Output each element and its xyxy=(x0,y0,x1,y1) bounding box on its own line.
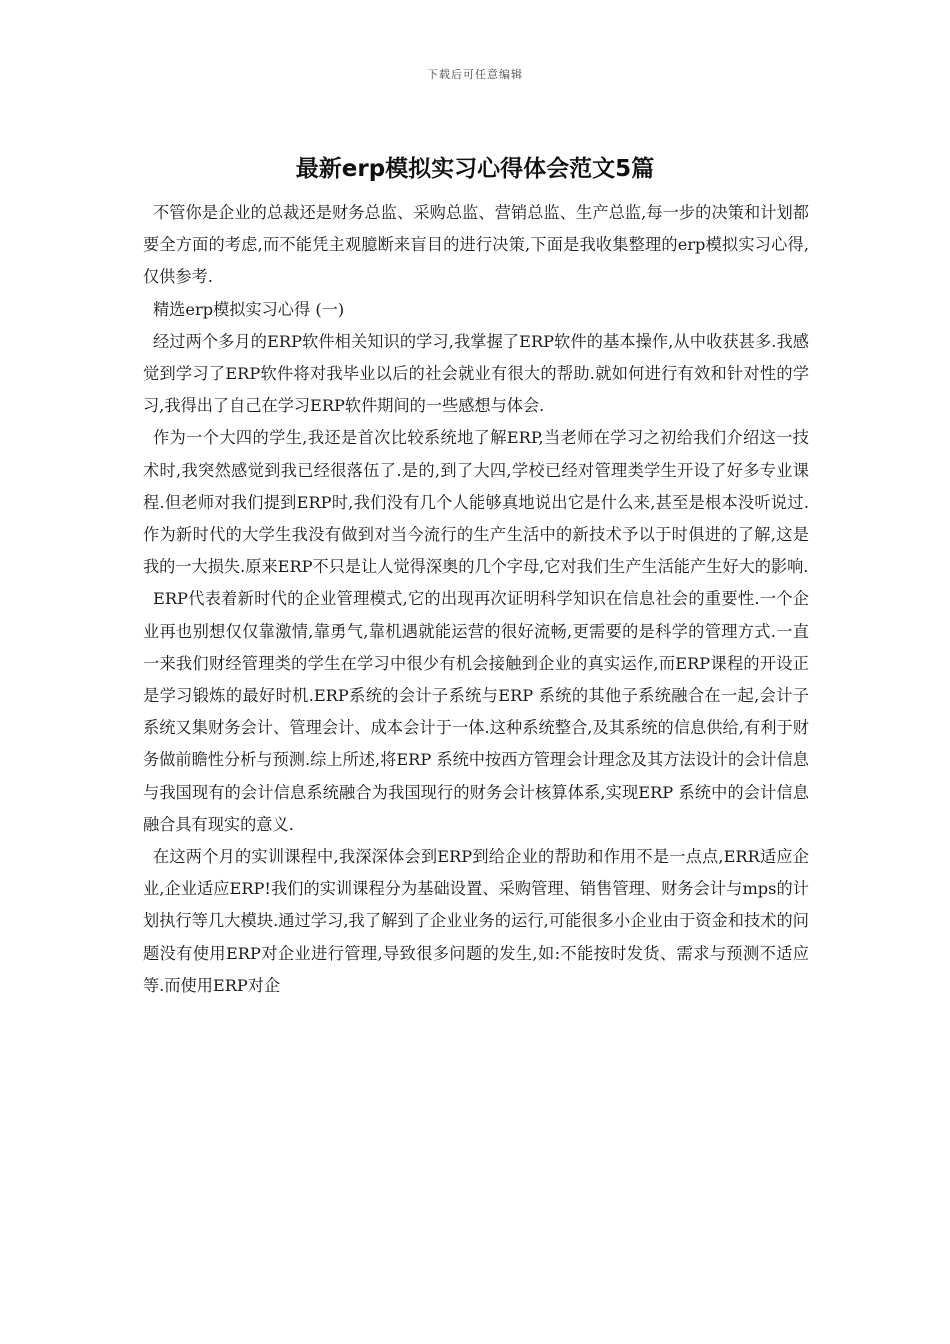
paragraph: 在这两个月的实训课程中,我深深体会到ERP到给企业的帮助和作用不是一点点,ERR适应企业,企业适应ERP!我们的实训课程分为基础设置、采购管理、销售管理、财务会计与mps的计划执行等几大模块.通过学习,我了解到了企业业务的运行,可能很多小企业由于资金和技术的问题没有使用ERP对企业进行管理,导致很多问题的发生,如:不能按时发货、需求与预测不适应等.而使用ERP对企 xyxy=(143,847,809,995)
page-header-note: 下载后可任意编辑 xyxy=(427,68,523,81)
paragraph-intro: 不管你是企业的总裁还是财务总监、采购总监、营销总监、生产总监,每一步的决策和计划都要全方面的考虑,而不能凭主观臆断来盲目的进行决策,下面是我收集整理的erp模拟实习心得,仅供参考. xyxy=(143,203,809,287)
section-heading: 精选erp模拟实习心得 (一) xyxy=(153,299,345,319)
paragraph: 经过两个多月的ERP软件相关知识的学习,我掌握了ERP软件的基本操作,从中收获甚多.我感觉到学习了ERP软件将对我毕业以后的社会就业有很大的帮助.就如何进行有效和针对性的学习,我得出了自己在学习ERP软件期间的一些感想与体会. xyxy=(143,331,809,416)
paragraph: ERP代表着新时代的企业管理模式,它的出现再次证明科学知识在信息社会的重要性.一个企业再也别想仅仅靠激情,靠勇气,靠机遇就能运营的很好流畅,更需要的是科学的管理方式.一直一来我们财经管理类的学生在学习中很少有机会接触到企业的真实运作,而ERP课程的开设正是学习锻炼的最好时机.ERP系统的会计子系统与ERP 系统的其他子系统融合在一起,会计子系统又集财务会计、管理会计、成本会计于一体.这种系统整合,及其系统的信息供给,有利于财务做前瞻性分析与预测.综上所述,将ERP 系统中按西方管理会计理念及其方法设计的会计信息与我国现有的会计信息系统融合为我国现行的财务会计核算体系,实现ERP 系统中的会计信息融合具有现实的意义. xyxy=(143,589,809,834)
document-body xyxy=(143,197,809,1002)
paragraph: 作为一个大四的学生,我还是首次比较系统地了解ERP,当老师在学习之初给我们介绍这一技术时,我突然感觉到我已经很落伍了.是的,到了大四,学校已经对管理类学生开设了好多专业课程.但老师对我们提到ERP时,我们没有几个人能够真地说出它是什么来,甚至是根本没听说过.作为新时代的大学生我没有做到对当今流行的生产生活中的新技术予以于时俱进的了解,这是我的一大损失.原来ERP不只是让人觉得深奥的几个字母,它对我们生产生活能产生好大的影响. xyxy=(143,428,809,577)
document-title: 最新erp模拟实习心得体会范文5篇 xyxy=(295,156,655,182)
